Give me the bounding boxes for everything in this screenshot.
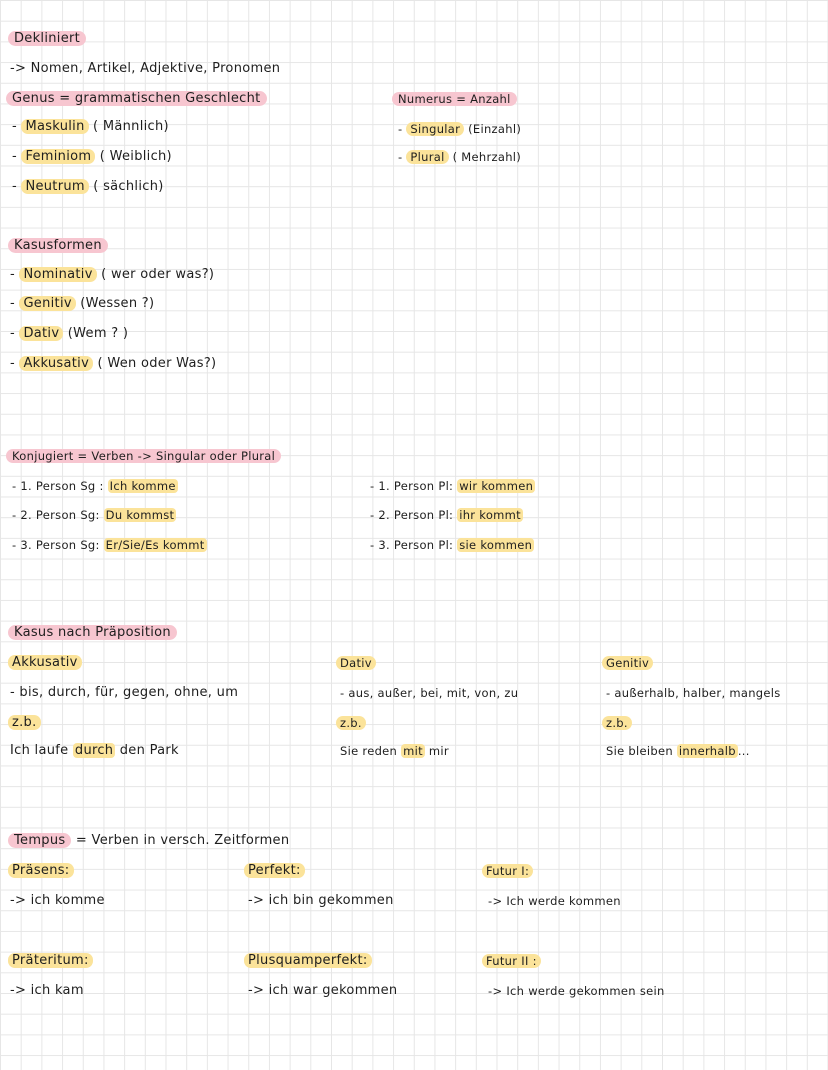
tense-futur-2: Futur II :: [482, 952, 541, 970]
genus-title: Genus = grammatischen Geschlecht: [6, 90, 267, 108]
dativ-zb: z.b.: [336, 714, 366, 732]
akkusativ-list: - bis, durch, für, gegen, ohne, um: [10, 685, 239, 700]
tempus-title: Tempus = Verben in versch. Zeitformen: [8, 832, 289, 850]
dekliniert-title: Dekliniert: [8, 30, 86, 48]
praeposition-title: Kasus nach Präposition: [8, 624, 177, 642]
konj-singular-3: - 3. Person Sg: Er/Sie/Es kommt: [12, 538, 205, 552]
konj-plural-2: - 2. Person Pl: ihr kommt: [370, 508, 521, 522]
dativ-example: Sie reden mit mir: [340, 744, 449, 758]
konj-singular-2: - 2. Person Sg: Du kommst: [12, 508, 175, 522]
konj-plural-3: - 3. Person Pl: sie kommen: [370, 538, 533, 552]
genitiv-list: - außerhalb, halber, mangels: [606, 686, 781, 700]
kasusformen-title: Kasusformen: [8, 237, 108, 255]
dativ-head: Dativ: [336, 654, 376, 672]
kasus-item-akkusativ: - Akkusativ ( Wen oder Was?): [10, 356, 217, 371]
kasus-item-nominativ: - Nominativ ( wer oder was?): [10, 267, 215, 282]
tense-praesens: Präsens:: [8, 862, 74, 880]
kasus-item-dativ: - Dativ (Wem ? ): [10, 326, 129, 341]
konj-singular-1: - 1. Person Sg : Ich komme: [12, 479, 176, 493]
dekliniert-line: -> Nomen, Artikel, Adjektive, Pronomen: [10, 61, 281, 76]
genitiv-example: Sie bleiben innerhalb ...: [606, 744, 750, 758]
genitiv-head: Genitiv: [602, 654, 653, 672]
tense-futur-2-example: -> Ich werde gekommen sein: [488, 984, 665, 998]
numerus-item-plural: - Plural ( Mehrzahl): [398, 150, 522, 164]
genus-item-maskulin: - Maskulin ( Männlich): [12, 119, 169, 134]
tense-perfekt: Perfekt:: [244, 862, 305, 880]
akkusativ-example: Ich laufe durch den Park: [10, 743, 179, 758]
kasus-item-genitiv: - Genitiv (Wessen ?): [10, 296, 155, 311]
tense-praesens-example: -> ich komme: [10, 893, 105, 908]
numerus-title: Numerus = Anzahl: [392, 90, 517, 108]
akkusativ-zb: z.b.: [8, 714, 41, 732]
dativ-list: - aus, außer, bei, mit, von, zu: [340, 686, 519, 700]
tense-plusquamperfekt: Plusquamperfekt:: [244, 952, 372, 970]
tense-perfekt-example: -> ich bin gekommen: [248, 893, 394, 908]
tense-praeteritum-example: -> ich kam: [10, 983, 84, 998]
genus-item-neutrum: - Neutrum ( sächlich): [12, 179, 164, 194]
tense-plusquamperfekt-example: -> ich war gekommen: [248, 983, 398, 998]
akkusativ-head: Akkusativ: [8, 654, 82, 672]
tense-futur-1-example: -> Ich werde kommen: [488, 894, 621, 908]
tense-futur-1: Futur I:: [482, 862, 533, 880]
numerus-item-singular: - Singular (Einzahl): [398, 122, 522, 136]
tense-praeteritum: Präteritum:: [8, 952, 93, 970]
konjugiert-title: Konjugiert = Verben -> Singular oder Plural: [6, 447, 281, 465]
genitiv-zb: z.b.: [602, 714, 632, 732]
genus-item-feminin: - Feminiom ( Weiblich): [12, 149, 172, 164]
konj-plural-1: - 1. Person Pl: wir kommen: [370, 479, 534, 493]
